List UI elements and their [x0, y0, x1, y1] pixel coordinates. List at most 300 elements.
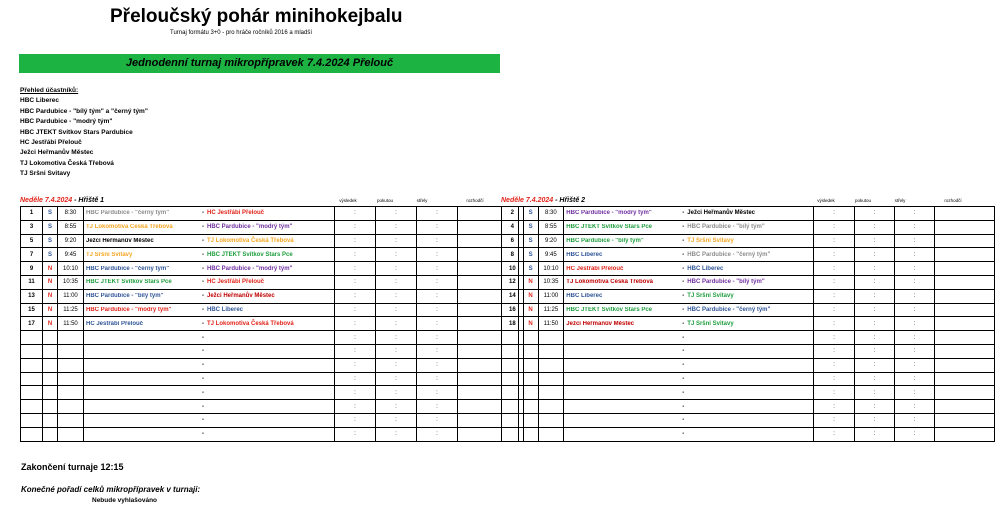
- match-teams: [564, 413, 814, 427]
- match-teams: [84, 303, 335, 317]
- participant-item: HBC Pardubice - "bílý tým" a "černý tým": [20, 107, 148, 115]
- court-side: [43, 427, 58, 441]
- court-side: S: [523, 207, 538, 221]
- match-dash: -: [202, 375, 204, 382]
- referee-cell: [935, 372, 995, 386]
- away-team: HC Jestřábi Přelouč: [207, 279, 265, 286]
- score-result: :: [335, 331, 376, 345]
- referee-cell: [935, 317, 995, 331]
- score-result: :: [814, 248, 854, 262]
- score-penalty: :: [376, 372, 417, 386]
- match-teams: [84, 427, 335, 441]
- score-penalty: :: [376, 262, 417, 276]
- away-team: HBC Pardubice - "modrý tým": [207, 265, 293, 272]
- match-row: [502, 358, 995, 372]
- score-penalty: :: [376, 289, 417, 303]
- score-result: :: [335, 427, 376, 441]
- home-team: HBC JTEKT Svítkov Stars Pce: [566, 306, 652, 313]
- match-number: [502, 400, 524, 414]
- court-side: N: [523, 289, 538, 303]
- referee-cell: [935, 248, 995, 262]
- match-number: 12: [502, 275, 524, 289]
- score-result: :: [335, 344, 376, 358]
- court-side: [43, 372, 58, 386]
- court-side: S: [43, 248, 58, 262]
- court-side: N: [43, 303, 58, 317]
- final-ranking-note: Nebude vyhlašováno: [92, 497, 158, 504]
- score-result: :: [814, 275, 854, 289]
- away-team: Ježci Heřmanův Městec: [207, 293, 275, 300]
- match-time: 11:50: [58, 317, 84, 331]
- match-teams: [564, 275, 814, 289]
- score-penalty: :: [854, 262, 894, 276]
- match-time: [58, 413, 84, 427]
- court-side: [43, 400, 58, 414]
- match-teams: [564, 262, 814, 276]
- match-row: [502, 234, 995, 248]
- match-teams: [564, 234, 814, 248]
- match-number: 14: [502, 289, 524, 303]
- match-time: 8:55: [58, 220, 84, 234]
- match-row: [502, 248, 995, 262]
- match-row: [21, 220, 519, 234]
- home-team: TJ Lokomotiva Česká Třebová: [566, 279, 653, 286]
- court-side: [523, 372, 538, 386]
- score-penalty: :: [854, 275, 894, 289]
- match-number: [21, 331, 43, 345]
- away-team: HBC Pardubice - "modrý tým": [207, 224, 293, 231]
- score-shots: :: [894, 220, 934, 234]
- score-result: :: [814, 372, 854, 386]
- match-teams: [564, 220, 814, 234]
- match-dash: -: [202, 389, 204, 396]
- referee-cell: [935, 400, 995, 414]
- match-number: 11: [21, 275, 43, 289]
- score-shots: :: [417, 372, 458, 386]
- score-result: :: [814, 386, 854, 400]
- score-shots: :: [417, 289, 458, 303]
- away-team: HC Jestřábi Přelouč: [207, 210, 265, 217]
- match-number: [502, 413, 524, 427]
- score-result: :: [814, 220, 854, 234]
- score-shots: :: [417, 413, 458, 427]
- match-time: 9:45: [58, 248, 84, 262]
- referee-cell: [935, 303, 995, 317]
- score-shots: :: [894, 372, 934, 386]
- match-teams: [84, 331, 335, 345]
- court-side: S: [523, 262, 538, 276]
- home-team: HBC Pardubice - "modrý tým": [86, 306, 172, 313]
- match-number: 17: [21, 317, 43, 331]
- match-row: [502, 372, 995, 386]
- home-team: HBC Pardubice - "černý tým": [86, 265, 170, 272]
- match-row: [502, 275, 995, 289]
- score-penalty: :: [376, 386, 417, 400]
- referee-cell: [935, 289, 995, 303]
- court-side: N: [43, 262, 58, 276]
- score-penalty: :: [854, 372, 894, 386]
- score-result: :: [814, 317, 854, 331]
- score-result: :: [335, 372, 376, 386]
- score-penalty: :: [854, 289, 894, 303]
- match-time: 8:55: [538, 220, 564, 234]
- court-2-head-str: střely: [894, 198, 906, 203]
- score-penalty: :: [854, 400, 894, 414]
- score-result: :: [814, 413, 854, 427]
- match-dash: -: [202, 431, 204, 438]
- match-time: 11:25: [58, 303, 84, 317]
- match-time: 10:35: [58, 275, 84, 289]
- match-number: 9: [21, 262, 43, 276]
- score-result: :: [335, 400, 376, 414]
- match-dash: -: [682, 210, 685, 217]
- court-side: [43, 331, 58, 345]
- match-teams: [564, 207, 814, 221]
- match-dash: -: [202, 265, 204, 272]
- match-row: [21, 372, 519, 386]
- match-row: [502, 427, 995, 441]
- score-result: :: [814, 427, 854, 441]
- score-result: :: [335, 262, 376, 276]
- match-time: [538, 331, 564, 345]
- score-penalty: :: [854, 427, 894, 441]
- match-time: [538, 413, 564, 427]
- court-side: S: [43, 234, 58, 248]
- match-number: 3: [21, 220, 43, 234]
- score-result: :: [335, 220, 376, 234]
- score-penalty: :: [376, 427, 417, 441]
- score-penalty: :: [854, 248, 894, 262]
- match-time: [58, 358, 84, 372]
- match-dash: -: [682, 224, 685, 231]
- score-penalty: :: [854, 303, 894, 317]
- participants-list: [20, 86, 148, 180]
- match-row: [21, 400, 519, 414]
- away-team: HBC Pardubice - "bílý tým": [687, 279, 765, 286]
- score-shots: :: [417, 358, 458, 372]
- score-penalty: :: [854, 413, 894, 427]
- match-dash: -: [682, 362, 685, 369]
- home-team: Ježci Heřmanův Městec: [86, 237, 154, 244]
- match-teams: [84, 262, 335, 276]
- court-2-title: [501, 197, 585, 204]
- referee-cell: [935, 220, 995, 234]
- court-2-head-result: výsledek: [817, 198, 835, 203]
- referee-cell: [935, 207, 995, 221]
- match-time: 11:00: [538, 289, 564, 303]
- match-teams: [84, 234, 335, 248]
- away-team: Ježci Heřmanův Městec: [687, 210, 755, 217]
- match-row: [21, 248, 519, 262]
- court-side: [523, 344, 538, 358]
- court-2-head-pp: pokutou: [854, 198, 871, 203]
- score-shots: :: [417, 303, 458, 317]
- court-side: [43, 358, 58, 372]
- match-row: [502, 413, 995, 427]
- home-team: HC Jestřábi Přelouč: [566, 265, 624, 272]
- score-penalty: :: [376, 317, 417, 331]
- score-shots: :: [417, 317, 458, 331]
- away-team: TJ Lokomotiva Česká Třebová: [207, 237, 294, 244]
- court-1-head-str: střely: [416, 198, 428, 203]
- match-teams: [84, 220, 335, 234]
- score-result: :: [335, 234, 376, 248]
- match-dash: -: [682, 334, 685, 341]
- score-result: :: [335, 413, 376, 427]
- match-teams: [564, 372, 814, 386]
- court-side: [523, 331, 538, 345]
- match-number: [21, 358, 43, 372]
- home-team: HBC Pardubice - "bílý tým": [566, 237, 644, 244]
- away-team: TJ Sršni Svitavy: [687, 293, 734, 300]
- match-row: [502, 344, 995, 358]
- court-2-separator: -: [553, 197, 560, 204]
- match-number: [21, 400, 43, 414]
- match-row: [21, 207, 519, 221]
- match-time: [538, 386, 564, 400]
- match-time: [538, 372, 564, 386]
- score-shots: :: [894, 207, 934, 221]
- referee-cell: [935, 262, 995, 276]
- score-result: :: [814, 344, 854, 358]
- score-result: :: [335, 207, 376, 221]
- match-number: 8: [502, 248, 524, 262]
- score-result: :: [335, 358, 376, 372]
- home-team: HBC JTEKT Svítkov Stars Pce: [566, 224, 652, 231]
- match-dash: -: [202, 237, 204, 244]
- home-team: HBC Liberec: [566, 251, 603, 258]
- home-team: HC Jestřábi Přelouč: [86, 320, 144, 327]
- score-penalty: :: [854, 386, 894, 400]
- score-shots: :: [894, 331, 934, 345]
- score-result: :: [814, 234, 854, 248]
- away-team: TJ Sršni Svitavy: [687, 237, 734, 244]
- court-1-separator: -: [72, 197, 79, 204]
- away-team: TJ Lokomotiva Česká Třebová: [207, 320, 294, 327]
- match-dash: -: [202, 251, 204, 258]
- match-number: 10: [502, 262, 524, 276]
- match-teams: [564, 358, 814, 372]
- participants-items: [20, 96, 148, 179]
- score-shots: :: [894, 248, 934, 262]
- court-side: N: [43, 289, 58, 303]
- match-number: [21, 427, 43, 441]
- court-side: [43, 413, 58, 427]
- match-row: [502, 262, 995, 276]
- match-row: [21, 275, 519, 289]
- score-penalty: :: [854, 331, 894, 345]
- match-row: [502, 400, 995, 414]
- page-subtitle: Turnaj formátu 3+0 - pro hráče ročníků 2016 a mladší: [170, 30, 313, 36]
- participants-heading: Přehled účastníků:: [20, 87, 79, 94]
- match-row: [21, 386, 519, 400]
- match-teams: [84, 358, 335, 372]
- match-number: [21, 413, 43, 427]
- match-dash: -: [682, 417, 685, 424]
- score-result: :: [814, 262, 854, 276]
- match-teams: [564, 400, 814, 414]
- referee-cell: [935, 234, 995, 248]
- score-shots: :: [894, 344, 934, 358]
- match-dash: -: [682, 265, 685, 272]
- match-number: 15: [21, 303, 43, 317]
- match-teams: [564, 386, 814, 400]
- score-result: :: [814, 207, 854, 221]
- court-side: N: [43, 275, 58, 289]
- match-teams: [84, 386, 335, 400]
- match-row: [502, 220, 995, 234]
- participant-item: Ježci Heřmanův Městec: [20, 149, 94, 157]
- match-dash: -: [682, 279, 685, 286]
- score-result: :: [335, 289, 376, 303]
- score-penalty: :: [854, 358, 894, 372]
- score-shots: :: [417, 262, 458, 276]
- score-shots: :: [894, 303, 934, 317]
- home-team: TJ Lokomotiva Česká Třebová: [86, 224, 173, 231]
- score-penalty: :: [854, 207, 894, 221]
- score-shots: :: [894, 427, 934, 441]
- score-shots: :: [417, 331, 458, 345]
- court-side: S: [43, 207, 58, 221]
- score-penalty: :: [376, 400, 417, 414]
- match-number: [21, 372, 43, 386]
- court-side: [43, 344, 58, 358]
- match-time: 10:10: [538, 262, 564, 276]
- score-shots: :: [417, 234, 458, 248]
- match-number: [502, 331, 524, 345]
- match-row: [21, 413, 519, 427]
- score-result: :: [814, 289, 854, 303]
- court-1-head-result: výsledek: [339, 198, 357, 203]
- match-number: 16: [502, 303, 524, 317]
- match-row: [21, 344, 519, 358]
- score-shots: :: [417, 400, 458, 414]
- score-shots: :: [894, 262, 934, 276]
- match-row: [502, 289, 995, 303]
- match-row: [21, 262, 519, 276]
- score-result: :: [335, 386, 376, 400]
- court-1-head-ref: rozhodčí: [466, 198, 484, 203]
- score-result: :: [335, 303, 376, 317]
- match-row: [502, 331, 995, 345]
- match-teams: [564, 344, 814, 358]
- match-time: [58, 400, 84, 414]
- referee-cell: [935, 331, 995, 345]
- match-dash: -: [682, 403, 685, 410]
- court-2-head-ref: rozhodčí: [944, 198, 962, 203]
- home-team: HBC Liberec: [566, 293, 603, 300]
- score-result: :: [814, 303, 854, 317]
- referee-cell: [935, 275, 995, 289]
- match-teams: [84, 275, 335, 289]
- match-teams: [564, 248, 814, 262]
- score-penalty: :: [376, 234, 417, 248]
- score-shots: :: [894, 275, 934, 289]
- match-dash: -: [202, 210, 204, 217]
- score-penalty: :: [854, 220, 894, 234]
- court-side: S: [523, 220, 538, 234]
- match-row: [502, 303, 995, 317]
- score-shots: :: [894, 358, 934, 372]
- match-time: [538, 400, 564, 414]
- match-teams: [84, 413, 335, 427]
- match-teams: [564, 427, 814, 441]
- participant-item: HBC Pardubice - "modrý tým": [20, 118, 113, 126]
- score-shots: :: [894, 413, 934, 427]
- court-side: N: [43, 317, 58, 331]
- match-time: [58, 344, 84, 358]
- match-dash: -: [682, 375, 685, 382]
- match-teams: [84, 400, 335, 414]
- participant-item: HC Jestřábi Přelouč: [20, 139, 82, 147]
- match-number: [502, 344, 524, 358]
- match-dash: -: [682, 293, 685, 300]
- match-dash: -: [202, 334, 204, 341]
- score-penalty: :: [376, 248, 417, 262]
- match-time: [538, 344, 564, 358]
- score-shots: :: [894, 317, 934, 331]
- away-team: HBC Pardubice - "černý tým": [687, 251, 771, 258]
- match-number: [502, 427, 524, 441]
- match-row: [21, 331, 519, 345]
- score-shots: :: [417, 248, 458, 262]
- match-number: 1: [21, 207, 43, 221]
- match-teams: [84, 372, 335, 386]
- match-row: [502, 386, 995, 400]
- match-dash: -: [682, 431, 685, 438]
- match-time: 9:45: [538, 248, 564, 262]
- score-result: :: [335, 248, 376, 262]
- home-team: HBC Pardubice - "černý tým": [86, 210, 170, 217]
- referee-cell: [935, 386, 995, 400]
- match-number: [502, 386, 524, 400]
- participant-item: TJ Lokomotiva Česká Třebová: [20, 159, 114, 167]
- match-dash: -: [682, 348, 685, 355]
- match-time: 11:50: [538, 317, 564, 331]
- match-dash: -: [202, 279, 204, 286]
- court-2-schedule: [501, 206, 995, 442]
- court-side: [523, 413, 538, 427]
- score-shots: :: [417, 386, 458, 400]
- match-teams: [564, 289, 814, 303]
- match-teams: [84, 289, 335, 303]
- away-team: HBC Liberec: [207, 306, 244, 313]
- home-team: Ježci Heřmanův Městec: [566, 320, 634, 327]
- score-penalty: :: [854, 317, 894, 331]
- match-dash: -: [202, 224, 204, 231]
- match-dash: -: [202, 306, 204, 313]
- match-number: 18: [502, 317, 524, 331]
- match-number: 6: [502, 234, 524, 248]
- court-side: N: [523, 275, 538, 289]
- score-penalty: :: [376, 344, 417, 358]
- away-team: TJ Sršni Svitavy: [687, 320, 734, 327]
- match-row: [21, 317, 519, 331]
- match-number: 2: [502, 207, 524, 221]
- court-side: [523, 386, 538, 400]
- match-number: 13: [21, 289, 43, 303]
- score-penalty: :: [376, 358, 417, 372]
- court-side: S: [523, 234, 538, 248]
- match-time: [58, 331, 84, 345]
- match-teams: [84, 207, 335, 221]
- score-penalty: :: [376, 220, 417, 234]
- referee-cell: [935, 344, 995, 358]
- match-dash: -: [202, 293, 204, 300]
- match-row: [502, 317, 995, 331]
- match-teams: [564, 303, 814, 317]
- score-penalty: :: [376, 207, 417, 221]
